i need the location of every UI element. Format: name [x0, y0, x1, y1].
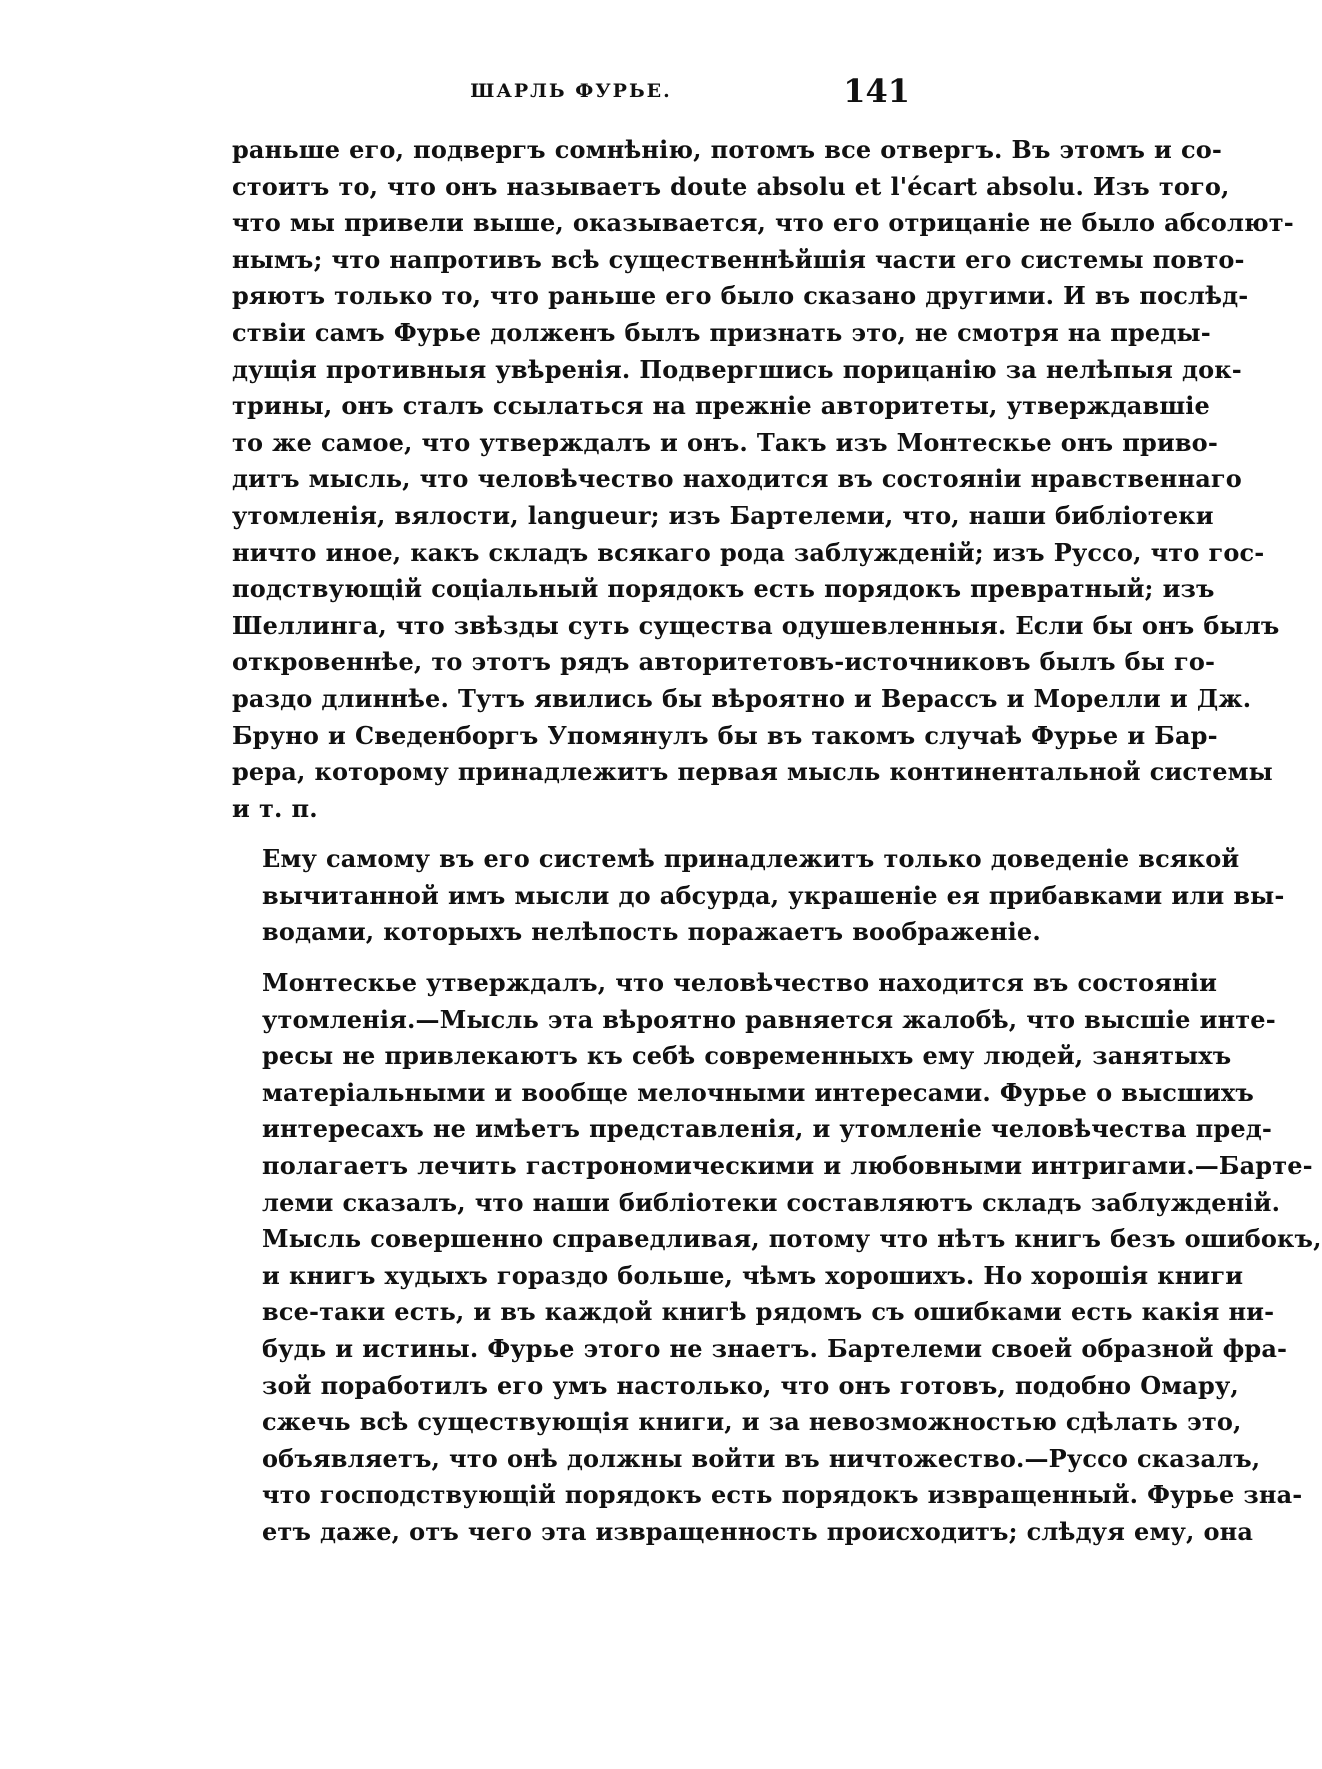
text-line: утомленія, вялости, langueur; изъ Бартелеми, что, наши библіотеки — [232, 500, 1214, 530]
text-line: подствующій соціальный порядокъ есть порядокъ превратный; изъ — [232, 574, 1215, 604]
text-line: утомленія.—Мысль эта вѣроятно равняется жалобѣ, что высшіе инте- — [262, 1004, 1276, 1034]
text-line: раздо длиннѣе. Тутъ явились бы вѣроятно и Верассъ и Морелли и Дж. — [232, 683, 1252, 713]
text-line: стоитъ то, что онъ называетъ doute absolu et l'écart absolu. Изъ того, — [232, 171, 1230, 201]
text-line: откровеннѣе, то этотъ рядъ авторитетовъ-источниковъ былъ бы го- — [232, 647, 1216, 677]
text-line: дущія противныя увѣренія. Подвергшись порицанію за нелѣпыя док- — [232, 354, 1242, 384]
text-line: Ему самому въ его системѣ принадлежитъ только доведеніе всякой — [262, 844, 1240, 874]
text-line: ряютъ только то, что раньше его было сказано другими. И въ послѣд- — [232, 281, 1249, 311]
text-line: интересахъ не имѣетъ представленія, и утомленіе человѣчества пред- — [262, 1114, 1272, 1144]
text-line: что господствующій порядокъ есть порядокъ извращенный. Фурье зна- — [262, 1480, 1303, 1510]
text-line: леми сказалъ, что наши библіотеки составляютъ складъ заблужденій. — [262, 1187, 1281, 1217]
text-line: матеріальными и вообще мелочными интересами. Фурье о высшихъ — [262, 1077, 1254, 1107]
text-line: сжечь всѣ существующія книги, и за невозможностью сдѣлать это, — [262, 1407, 1242, 1437]
text-line: дитъ мысль, что человѣчество находится въ состояніи нравственнаго — [232, 464, 1242, 494]
text-line: зой поработилъ его умъ настолько, что онъ готовъ, подобно Омару, — [262, 1370, 1239, 1400]
text-line: объявляетъ, что онѣ должны войти въ ничтожество.—Руссо сказалъ, — [262, 1443, 1261, 1473]
text-line: нымъ; что напротивъ всѣ существеннѣйшія части его системы повто- — [232, 244, 1245, 274]
text-line: будь и истины. Фурье этого не знаетъ. Бартелеми своей образной фра- — [262, 1334, 1288, 1363]
text-line: ствіи самъ Фурье долженъ былъ признать это, не смотря на преды- — [232, 317, 1211, 347]
text-line: и т. п. — [232, 793, 318, 823]
paragraph — [232, 841, 1285, 951]
text-line: етъ даже, отъ чего эта извращенность происходитъ; слѣдуя ему, она — [262, 1516, 1254, 1546]
text-line: Мысль совершенно справедливая, потому что нѣтъ книгъ безъ ошибокъ, — [262, 1224, 1322, 1254]
text-line: рера, которому принадлежитъ первая мысль континентальной системы — [232, 757, 1273, 787]
text-line: и книгъ худыхъ гораздо больше, чѣмъ хорошихъ. Но хорошія книги — [262, 1260, 1244, 1290]
text-line: ничто иное, какъ складъ всякаго рода заблужденій; изъ Руссо, что гос- — [232, 537, 1265, 567]
text-line: Монтескье утверждалъ, что человѣчество находится въ состояніи — [262, 968, 1218, 998]
text-line: все-таки есть, и въ каждой книгѣ рядомъ съ ошибками есть какія ни- — [262, 1297, 1275, 1327]
paragraph — [232, 965, 1322, 1551]
text-line: раньше его, подвергъ сомнѣнію, потомъ все отвергъ. Въ этомъ и со- — [232, 135, 1223, 164]
text-line: ресы не привлекаютъ къ себѣ современныхъ ему людей, занятыхъ — [262, 1041, 1232, 1071]
text-line: то же самое, что утверждалъ и онъ. Такъ изъ Монтескье онъ приво- — [232, 427, 1218, 457]
text-line: полагаетъ лечить гастрономическими и любовными интригами.—Барте- — [262, 1151, 1313, 1181]
running-header — [232, 72, 910, 112]
running-title: ШАРЛЬ ФУРЬЕ. — [470, 80, 672, 102]
text-line: Шеллинга, что звѣзды суть существа одушевленныя. Если бы онъ былъ — [232, 610, 1280, 640]
text-line: трины, онъ сталъ ссылаться на прежніе авторитеты, утверждавшіе — [232, 391, 1210, 421]
page-number: 141 — [843, 72, 910, 110]
text-line: вычитанной имъ мысли до абсурда, украшеніе ея прибавками или вы- — [262, 880, 1285, 910]
text-line: водами, которыхъ нелѣпость поражаетъ воображеніе. — [262, 917, 1041, 947]
body-text — [232, 132, 1322, 1551]
paragraph — [232, 132, 1294, 827]
text-line: Бруно и Сведенборгъ Упомянулъ бы въ такомъ случаѣ Фурье и Бар- — [232, 720, 1218, 750]
text-line: что мы привели выше, оказывается, что его отрицаніе не было абсолют- — [232, 208, 1294, 238]
